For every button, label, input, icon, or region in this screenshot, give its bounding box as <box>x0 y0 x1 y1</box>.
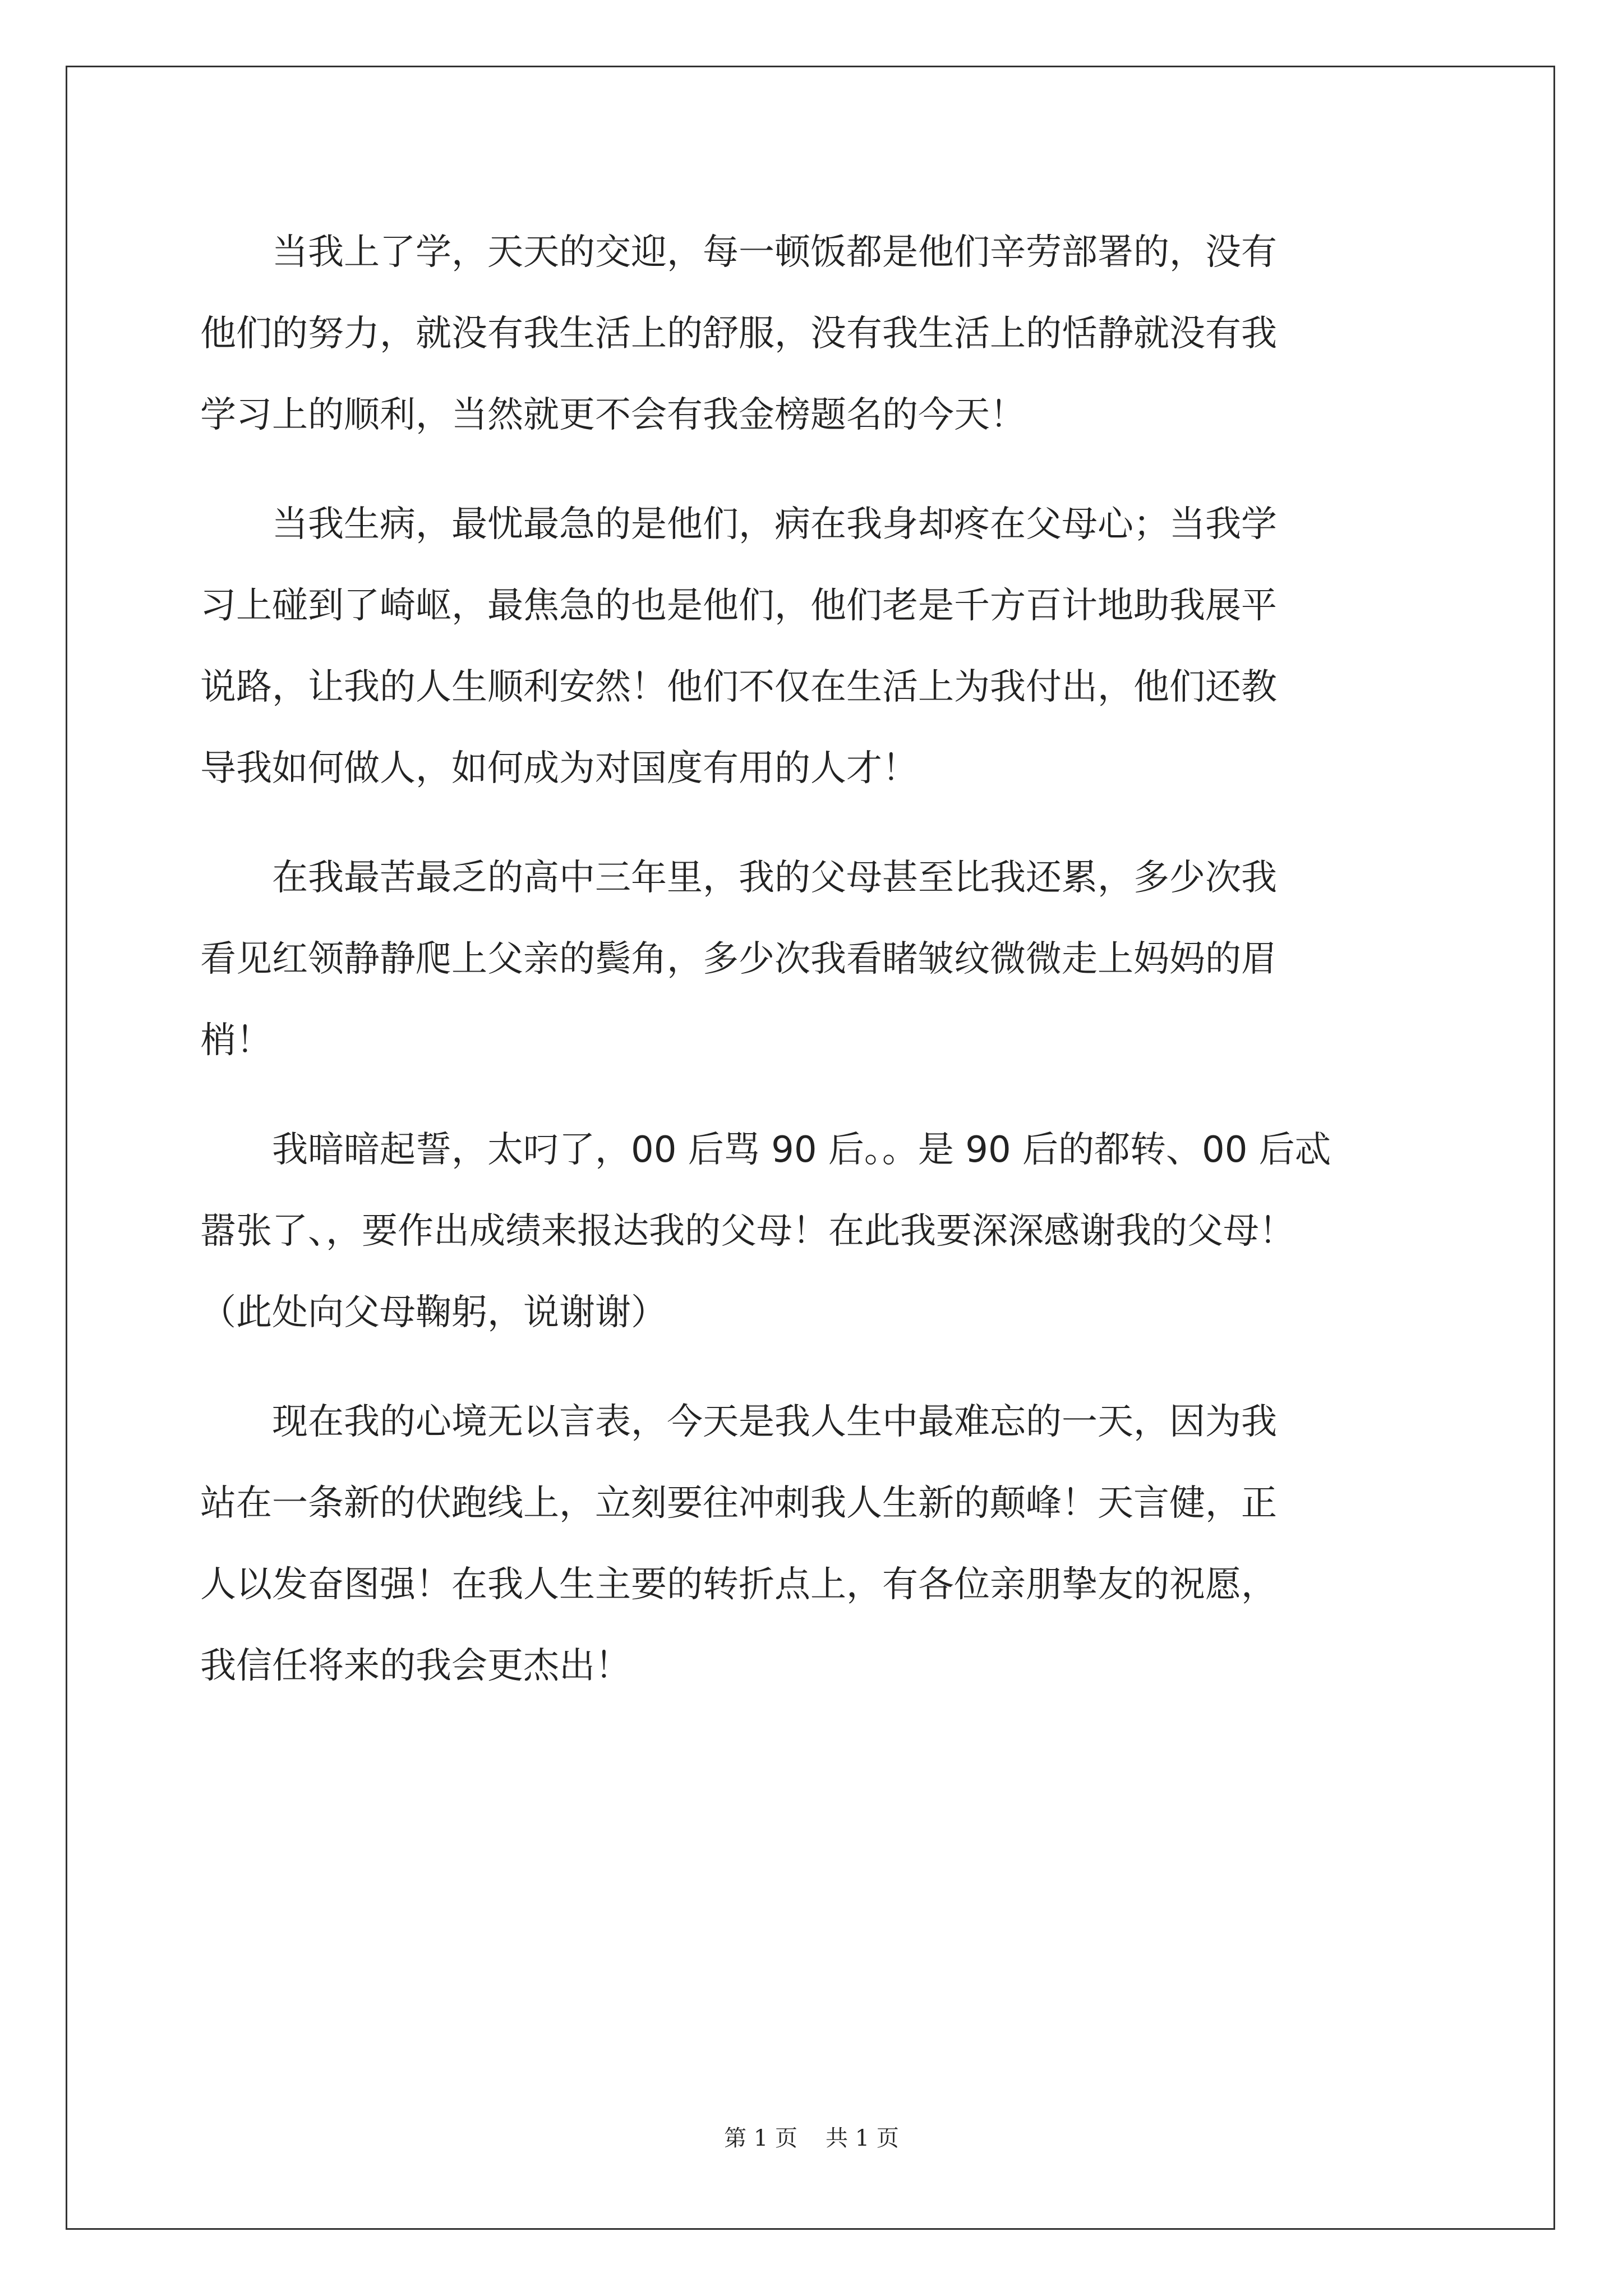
paragraph-line: 当我生病，最忧最急的是他们，病在我身却疼在父母心；当我学 <box>272 504 1277 545</box>
page-footer <box>0 2120 1623 2152</box>
paragraph-line: 站在一条新的伏跑线上，立刻要往冲刺我人生新的颠峰！天言健，正 <box>200 1483 1277 1524</box>
paragraph-line: 学习上的顺利，当然就更不会有我金榜题名的今天！ <box>200 394 1026 436</box>
paragraph-line: （此处向父母鞠躬，说谢谢） <box>200 1292 667 1333</box>
page-number: 第 1 页 <box>724 2125 797 2151</box>
paragraph-line: 我信任将来的我会更杰出！ <box>200 1645 631 1687</box>
paragraph-5 <box>200 1382 1425 1707</box>
paragraph-line: 当我上了学，天天的交迎，每一顿饭都是他们辛劳部署的，没有 <box>272 232 1277 273</box>
paragraph-line: 嚣张了、，要作出成绩来报达我的父母！在此我要深深感谢我的父母！ <box>200 1211 1295 1252</box>
paragraph-line: 现在我的心境无以言表，今天是我人生中最难忘的一天，因为我 <box>272 1401 1277 1443</box>
paragraph-2 <box>200 484 1425 809</box>
paragraph-line: 看见红领静静爬上父亲的鬓角，多少次我看睹皱纹微微走上妈妈的眉 <box>200 938 1277 980</box>
paragraph-line: 习上碰到了崎岖，最焦急的也是他们，他们老是千方百计地助我展平 <box>200 585 1277 627</box>
paragraph-line: 说路，让我的人生顺利安然！他们不仅在生活上为我付出，他们还教 <box>200 666 1277 708</box>
paragraph-line: 导我如何做人，如何成为对国度有用的人才！ <box>200 748 918 789</box>
paragraph-line: 他们的努力，就没有我生活上的舒服，没有我生活上的恬静就没有我 <box>200 313 1277 355</box>
page-count: 共 1 页 <box>826 2125 899 2151</box>
paragraph-line: 在我最苦最乏的高中三年里，我的父母甚至比我还累，多少次我 <box>272 857 1277 899</box>
paragraph-4 <box>200 1110 1425 1354</box>
document-body <box>200 212 1425 1707</box>
paragraph-3 <box>200 838 1425 1082</box>
paragraph-line: 我暗暗起誓，太叼了，00 后骂 90 后。。是 90 后的都转、00 后忒 <box>272 1129 1331 1171</box>
paragraph-line: 人以发奋图强！在我人生主要的转折点上，有各位亲朋挚友的祝愿， <box>200 1564 1277 1605</box>
paragraph-1 <box>200 212 1425 456</box>
paragraph-line: 梢！ <box>200 1020 272 1061</box>
